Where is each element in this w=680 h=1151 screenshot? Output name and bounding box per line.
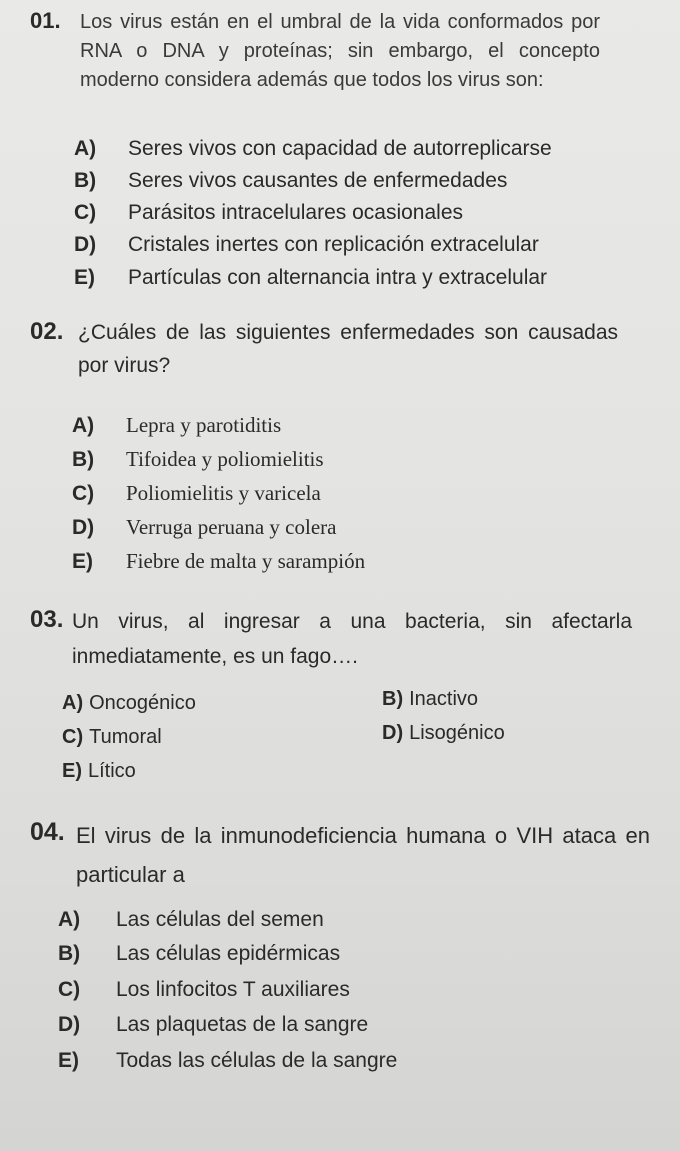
option-e[interactable] [74,266,547,290]
option-text: Partículas con alternancia intra y extracelular [128,266,548,289]
option-d[interactable] [58,1013,368,1037]
question-number: 04. [30,818,65,846]
option-text: Tifoidea y poliomielitis [126,447,324,471]
option-c[interactable] [62,726,162,749]
question-text: El virus de la inmunodeficiencia humana o VIH ataca en particular a [76,823,650,887]
option-letter: C) [72,482,95,505]
option-text: Seres vivos causantes de enfermedades [128,169,508,192]
option-letter: D) [382,722,404,744]
option-text: Seres vivos con capacidad de autorreplicarse [128,137,552,160]
option-d[interactable] [72,515,336,540]
option-letter: E) [58,1049,79,1072]
option-b[interactable] [74,169,507,193]
option-letter: E) [74,266,95,289]
question-number: 02. [30,318,64,345]
option-text: Cristales inertes con replicación extracelular [128,233,539,256]
option-e[interactable] [62,760,136,783]
option-letter: B) [382,688,404,710]
option-d[interactable] [74,233,539,257]
option-letter: B) [74,169,97,192]
option-text: Las células epidérmicas [116,942,341,965]
option-letter: D) [58,1013,81,1036]
option-b[interactable] [72,447,324,472]
option-letter: B) [58,942,81,965]
option-letter: E) [72,550,93,573]
option-text: Verruga peruana y colera [126,515,337,539]
option-c[interactable] [72,481,321,506]
option-letter: A) [62,692,84,714]
option-letter: C) [74,201,97,224]
question-text: ¿Cuáles de las siguientes enfermedades son causadas por virus? [78,321,618,377]
option-e[interactable] [72,549,365,574]
option-e[interactable] [58,1049,397,1073]
option-text: Oncogénico [89,692,196,714]
option-a[interactable] [72,413,281,438]
option-letter: A) [58,908,81,931]
option-letter: E) [62,760,82,782]
option-letter: C) [62,726,84,748]
option-text: Todas las células de la sangre [116,1049,398,1072]
option-b[interactable] [58,942,340,966]
option-b[interactable] [382,688,478,711]
option-text: Las plaquetas de la sangre [116,1013,369,1036]
question-text: Los virus están en el umbral de la vida conformados por RNA o DNA y proteínas; sin embargo, el concepto moderno considera además que todos los virus son: [80,11,600,91]
option-text: Parásitos intracelulares ocasionales [128,201,464,224]
option-letter: B) [72,448,95,471]
option-letter: A) [74,137,97,160]
option-d[interactable] [382,722,505,745]
option-c[interactable] [74,201,463,225]
question-number: 03. [30,606,64,633]
option-text: Lítico [88,760,136,782]
option-a[interactable] [58,908,324,932]
option-text: Las células del semen [116,908,324,931]
option-text: Los linfocitos T auxiliares [116,978,350,1001]
option-letter: C) [58,978,81,1001]
option-letter: D) [74,233,97,256]
option-a[interactable] [62,692,196,715]
option-text: Lisogénico [409,722,505,744]
option-text: Fiebre de malta y sarampión [126,549,366,573]
option-text: Lepra y parotiditis [126,413,282,437]
question-number: 01. [30,8,61,33]
option-a[interactable] [74,137,552,161]
option-text: Tumoral [89,726,162,748]
option-c[interactable] [58,978,350,1002]
option-text: Inactivo [409,688,479,710]
option-text: Poliomielitis y varicela [126,481,321,505]
question-text: Un virus, al ingresar a una bacteria, sin afectarla inmediatamente, es un fago…. [72,610,632,668]
option-letter: D) [72,516,95,539]
option-letter: A) [72,414,95,437]
